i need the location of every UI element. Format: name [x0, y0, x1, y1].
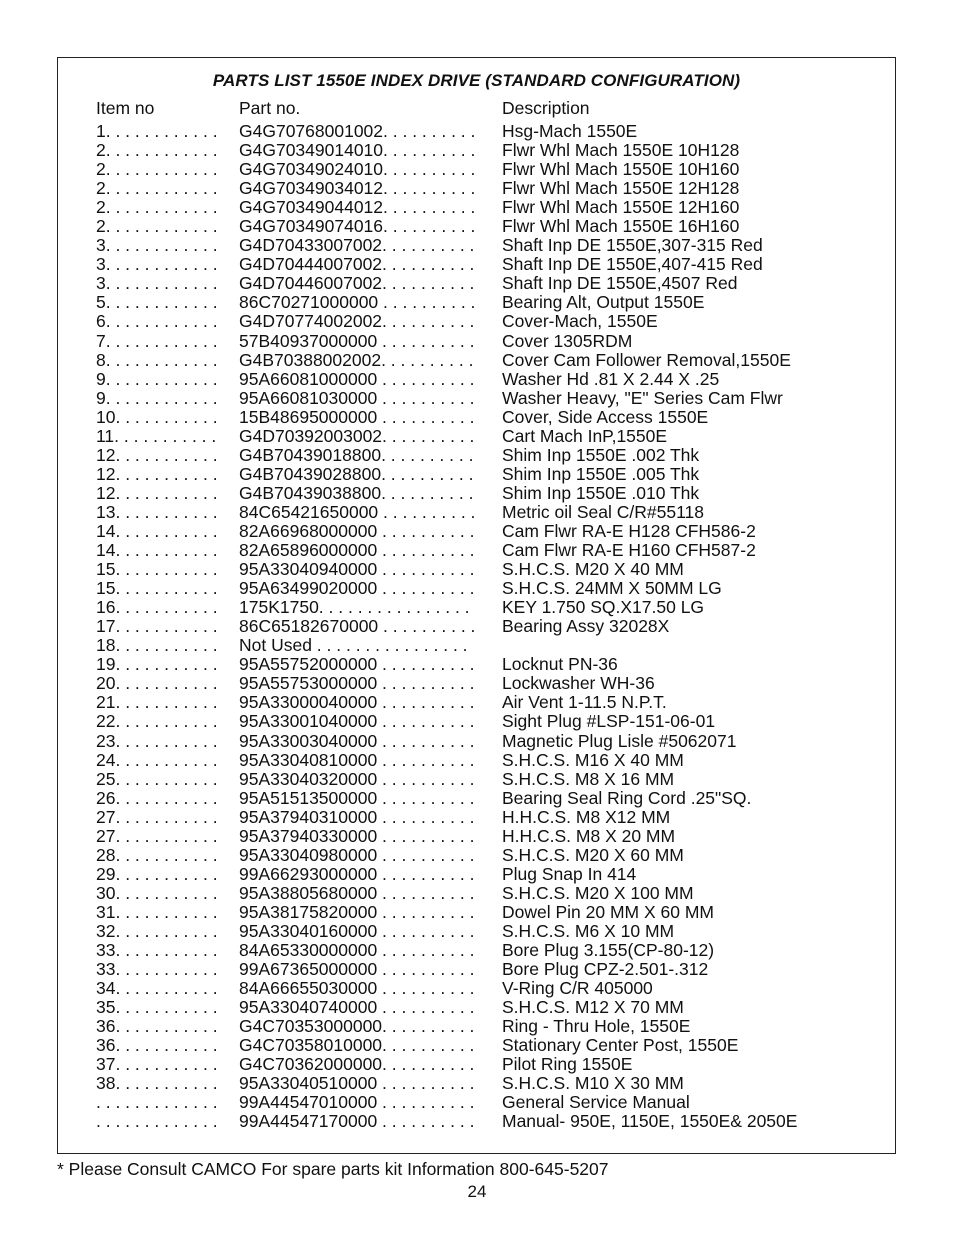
part-number: G4G70349014010. . . . . . . . . . [239, 141, 476, 161]
item-number: 3. . . . . . . . . . . . [96, 236, 218, 256]
part-description: Air Vent 1-11.5 N.P.T. [502, 693, 667, 713]
part-number: G4G70349024010. . . . . . . . . . [239, 160, 476, 180]
table-row [96, 408, 886, 427]
item-number: 9. . . . . . . . . . . . [96, 388, 218, 408]
part-number: 84A65330000000 . . . . . . . . . . [239, 941, 475, 961]
part-description: Dowel Pin 20 MM X 60 MM [502, 902, 715, 922]
table-row [96, 655, 886, 674]
part-number: G4D70444007002. . . . . . . . . . [239, 255, 475, 275]
item-number: 23. . . . . . . . . . . [96, 731, 218, 751]
item-number: 1. . . . . . . . . . . . [96, 122, 218, 141]
table-row [96, 560, 886, 579]
page-number: 24 [467, 1182, 487, 1201]
item-number: . . . . . . . . . . . . . [96, 1093, 218, 1113]
part-description: H.H.C.S. M8 X 20 MM [502, 826, 676, 846]
part-number: G4C70362000000. . . . . . . . . . [239, 1055, 475, 1075]
table-row [96, 884, 886, 903]
part-description: S.H.C.S. M20 X 60 MM [502, 845, 684, 865]
part-description: S.H.C.S. M10 X 30 MM [502, 1074, 684, 1094]
item-number: 36. . . . . . . . . . . [96, 1036, 218, 1056]
table-row [96, 465, 886, 484]
part-number: G4D70392003002. . . . . . . . . . [239, 426, 475, 446]
part-number: 84A66655030000 . . . . . . . . . . [239, 979, 475, 999]
table-row [96, 674, 886, 693]
item-number: 31. . . . . . . . . . . [96, 902, 218, 922]
part-description: Bearing Assy 32028X [502, 617, 670, 637]
table-row [96, 503, 886, 522]
item-number: 2. . . . . . . . . . . . [96, 141, 218, 161]
item-number: 27. . . . . . . . . . . [96, 807, 218, 827]
part-description: S.H.C.S. M16 X 40 MM [502, 750, 684, 770]
item-number: 29. . . . . . . . . . . [96, 864, 218, 884]
part-number: 95A33040160000 . . . . . . . . . . [239, 921, 475, 941]
part-number: 95A38175820000 . . . . . . . . . . [239, 902, 475, 922]
part-number: 82A65896000000 . . . . . . . . . . [239, 541, 475, 561]
part-description: Flwr Whl Mach 1550E 10H160 [502, 160, 740, 180]
part-number: 95A66081030000 . . . . . . . . . . [239, 388, 475, 408]
part-description: Shaft Inp DE 1550E,4507 Red [502, 274, 738, 294]
part-description: Flwr Whl Mach 1550E 16H160 [502, 217, 740, 237]
part-description: Ring - Thru Hole, 1550E [502, 1017, 691, 1037]
part-number: 86C65182670000 . . . . . . . . . . [239, 617, 476, 637]
part-number: 86C70271000000 . . . . . . . . . . [239, 293, 476, 313]
table-row [96, 274, 886, 293]
part-description: Plug Snap In 414 [502, 864, 637, 884]
item-number: 2. . . . . . . . . . . . [96, 217, 218, 237]
item-number: 35. . . . . . . . . . . [96, 998, 218, 1018]
part-description: Shaft Inp DE 1550E,307-315 Red [502, 236, 763, 256]
table-row [96, 1093, 886, 1112]
item-number: 20. . . . . . . . . . . [96, 674, 218, 694]
part-description: S.H.C.S. M8 X 16 MM [502, 769, 675, 789]
item-number: 24. . . . . . . . . . . [96, 750, 218, 770]
item-number: 15. . . . . . . . . . . [96, 560, 218, 580]
part-description: KEY 1.750 SQ.X17.50 LG [502, 598, 705, 618]
item-number: 5. . . . . . . . . . . . [96, 293, 218, 313]
table-row [96, 998, 886, 1017]
item-number: 12. . . . . . . . . . . [96, 464, 218, 484]
item-number: 15. . . . . . . . . . . [96, 579, 218, 599]
part-number: 95A33040940000 . . . . . . . . . . [239, 560, 475, 580]
item-number: 26. . . . . . . . . . . [96, 788, 218, 808]
table-row [96, 579, 886, 598]
header-part-no: Part no. [239, 98, 301, 118]
table-row [96, 846, 886, 865]
part-description: Cart Mach InP,1550E [502, 426, 668, 446]
table-row [96, 903, 886, 922]
part-description: Bore Plug CPZ-2.501-.312 [502, 960, 709, 980]
part-number: 99A67365000000 . . . . . . . . . . [239, 960, 475, 980]
part-description: Bearing Seal Ring Cord .25"SQ. [502, 788, 752, 808]
part-number: 95A37940310000 . . . . . . . . . . [239, 807, 475, 827]
part-number: G4G70349074016. . . . . . . . . . [239, 217, 476, 237]
table-row [96, 255, 886, 274]
table-row [96, 312, 886, 331]
part-description: V-Ring C/R 405000 [502, 979, 653, 999]
item-number: 22. . . . . . . . . . . [96, 712, 218, 732]
part-number: 57B40937000000 . . . . . . . . . . [239, 331, 475, 351]
page-title: PARTS LIST 1550E INDEX DRIVE (STANDARD CONFIGURATION) [212, 71, 741, 90]
part-description: Cover 1305RDM [502, 331, 633, 351]
table-row [96, 808, 886, 827]
part-description: S.H.C.S. M6 X 10 MM [502, 921, 675, 941]
part-description: Cam Flwr RA-E H160 CFH587-2 [502, 541, 756, 561]
table-row [96, 141, 886, 160]
item-number: 34. . . . . . . . . . . [96, 979, 218, 999]
item-number: 16. . . . . . . . . . . [96, 598, 218, 618]
part-number: 95A33040320000 . . . . . . . . . . [239, 769, 475, 789]
table-row [96, 484, 886, 503]
table-row [96, 712, 886, 731]
item-number: 3. . . . . . . . . . . . [96, 274, 218, 294]
part-description: S.H.C.S. M20 X 100 MM [502, 883, 694, 903]
part-number: G4C70358010000. . . . . . . . . . [239, 1036, 475, 1056]
table-row [96, 1036, 886, 1055]
item-number: 37. . . . . . . . . . . [96, 1055, 218, 1075]
part-number: 95A33000040000 . . . . . . . . . . [239, 693, 475, 713]
table-row [96, 865, 886, 884]
part-number: 15B48695000000 . . . . . . . . . . [239, 407, 475, 427]
item-number: 27. . . . . . . . . . . [96, 826, 218, 846]
part-number: G4G70349034012. . . . . . . . . . [239, 179, 476, 199]
table-row [96, 598, 886, 617]
part-number: G4G70349044012. . . . . . . . . . [239, 198, 476, 218]
item-number: 14. . . . . . . . . . . [96, 521, 218, 541]
table-row [96, 1112, 886, 1131]
table-row [96, 1017, 886, 1036]
header-item-no: Item no [96, 98, 155, 118]
part-description: Metric oil Seal C/R#55118 [502, 502, 704, 522]
item-number: 30. . . . . . . . . . . [96, 883, 218, 903]
table-row [96, 922, 886, 941]
part-description: General Service Manual [502, 1093, 690, 1113]
item-number: 21. . . . . . . . . . . [96, 693, 218, 713]
table-row [96, 1055, 886, 1074]
parts-list-frame [57, 57, 896, 1154]
part-description: Flwr Whl Mach 1550E 12H128 [502, 179, 740, 199]
item-number: 19. . . . . . . . . . . [96, 655, 218, 675]
part-number: Not Used . . . . . . . . . . . . . . . . [239, 636, 468, 656]
part-number: G4D70774002002. . . . . . . . . . [239, 312, 475, 332]
part-number: G4C70353000000. . . . . . . . . . [239, 1017, 475, 1037]
part-description: Flwr Whl Mach 1550E 12H160 [502, 198, 740, 218]
footnote: * Please Consult CAMCO For spare parts kit Information 800-645-5207 [57, 1159, 609, 1179]
part-number: 99A66293000000 . . . . . . . . . . [239, 864, 475, 884]
part-number: 95A33040980000 . . . . . . . . . . [239, 845, 475, 865]
part-description: Shim Inp 1550E .002 Thk [502, 445, 700, 465]
table-row [96, 770, 886, 789]
part-description: Flwr Whl Mach 1550E 10H128 [502, 141, 740, 161]
item-number: 13. . . . . . . . . . . [96, 502, 218, 522]
part-description: Sight Plug #LSP-151-06-01 [502, 712, 716, 732]
part-description: Cover Cam Follower Removal,1550E [502, 350, 791, 370]
part-description: Washer Heavy, "E" Series Cam Flwr [502, 388, 783, 408]
item-number: 3. . . . . . . . . . . . [96, 255, 218, 275]
part-number: 84C65421650000 . . . . . . . . . . [239, 502, 476, 522]
item-number: 17. . . . . . . . . . . [96, 617, 218, 637]
part-number: 99A44547010000 . . . . . . . . . . [239, 1093, 475, 1113]
item-number: 32. . . . . . . . . . . [96, 921, 218, 941]
item-number: 14. . . . . . . . . . . [96, 541, 218, 561]
part-number: 95A37940330000 . . . . . . . . . . [239, 826, 475, 846]
table-row [96, 617, 886, 636]
part-number: 82A66968000000 . . . . . . . . . . [239, 521, 475, 541]
part-number: 175K1750. . . . . . . . . . . . . . . . [239, 598, 470, 618]
table-row [96, 1074, 886, 1093]
part-number: 95A33040810000 . . . . . . . . . . [239, 750, 475, 770]
part-description: Stationary Center Post, 1550E [502, 1036, 739, 1056]
part-number: 95A66081000000 . . . . . . . . . . [239, 369, 475, 389]
part-number: G4B70439018800. . . . . . . . . . [239, 445, 474, 465]
part-description: S.H.C.S. 24MM X 50MM LG [502, 579, 722, 599]
item-number: 38. . . . . . . . . . . [96, 1074, 218, 1094]
part-description: S.H.C.S. M12 X 70 MM [502, 998, 684, 1018]
part-number: G4D70433007002. . . . . . . . . . [239, 236, 475, 256]
part-number: G4B70439028800. . . . . . . . . . [239, 464, 474, 484]
part-description: Washer Hd .81 X 2.44 X .25 [502, 369, 720, 389]
table-row [96, 960, 886, 979]
table-row [96, 827, 886, 846]
item-number: 12. . . . . . . . . . . [96, 483, 218, 503]
part-description: Cover, Side Access 1550E [502, 407, 709, 427]
table-row [96, 370, 886, 389]
item-number: 33. . . . . . . . . . . [96, 941, 218, 961]
part-description: Cam Flwr RA-E H128 CFH586-2 [502, 521, 756, 541]
table-row [96, 522, 886, 541]
part-number: 95A33040510000 . . . . . . . . . . [239, 1074, 475, 1094]
part-number: 99A44547170000 . . . . . . . . . . [239, 1112, 475, 1132]
table-row [96, 789, 886, 808]
part-number: 95A33040740000 . . . . . . . . . . [239, 998, 475, 1018]
part-description: Shim Inp 1550E .010 Thk [502, 483, 700, 503]
table-row [96, 179, 886, 198]
item-number: 36. . . . . . . . . . . [96, 1017, 218, 1037]
part-description: Pilot Ring 1550E [502, 1055, 633, 1075]
table-row [96, 427, 886, 446]
item-number: 7. . . . . . . . . . . . [96, 331, 218, 351]
table-row [96, 293, 886, 312]
table-row [96, 160, 886, 179]
part-number: 95A63499020000 . . . . . . . . . . [239, 579, 475, 599]
part-description: Bearing Alt, Output 1550E [502, 293, 705, 313]
part-description: Shaft Inp DE 1550E,407-415 Red [502, 255, 763, 275]
table-row [96, 122, 886, 141]
part-description: H.H.C.S. M8 X12 MM [502, 807, 671, 827]
item-number: 2. . . . . . . . . . . . [96, 198, 218, 218]
table-row [96, 446, 886, 465]
part-number: 95A55753000000 . . . . . . . . . . [239, 674, 475, 694]
part-description: Lockwasher WH-36 [502, 674, 655, 694]
table-row [96, 389, 886, 408]
item-number: 2. . . . . . . . . . . . [96, 179, 218, 199]
table-row [96, 236, 886, 255]
part-number: G4B70439038800. . . . . . . . . . [239, 483, 474, 503]
item-number: 25. . . . . . . . . . . [96, 769, 218, 789]
part-description: Magnetic Plug Lisle #5062071 [502, 731, 737, 751]
table-row [96, 541, 886, 560]
table-row [96, 198, 886, 217]
part-number: 95A33001040000 . . . . . . . . . . [239, 712, 475, 732]
table-row [96, 751, 886, 770]
part-description: Bore Plug 3.155(CP-80-12) [502, 941, 715, 961]
part-number: G4D70446007002. . . . . . . . . . [239, 274, 475, 294]
header-description: Description [502, 98, 590, 118]
item-number: 18. . . . . . . . . . . [96, 636, 218, 656]
part-description: Locknut PN-36 [502, 655, 618, 675]
table-row [96, 332, 886, 351]
part-description: Manual- 950E, 1150E, 1550E& 2050E [502, 1112, 798, 1132]
item-number: 2. . . . . . . . . . . . [96, 160, 218, 180]
table-row [96, 217, 886, 236]
table-row [96, 351, 886, 370]
item-number: . . . . . . . . . . . . . [96, 1112, 218, 1132]
part-number: G4G70768001002. . . . . . . . . . [239, 122, 476, 141]
item-number: 6. . . . . . . . . . . . [96, 312, 218, 332]
part-number: 95A38805680000 . . . . . . . . . . [239, 883, 475, 903]
part-description: Cover-Mach, 1550E [502, 312, 658, 332]
item-number: 9. . . . . . . . . . . . [96, 369, 218, 389]
part-number: G4B70388002002. . . . . . . . . . [239, 350, 474, 370]
part-description: Hsg-Mach 1550E [502, 122, 638, 141]
table-row [96, 979, 886, 998]
item-number: 11. . . . . . . . . . . [96, 426, 217, 446]
table-row [96, 732, 886, 751]
parts-table [96, 122, 886, 1131]
item-number: 10. . . . . . . . . . . [96, 407, 218, 427]
part-description: S.H.C.S. M20 X 40 MM [502, 560, 684, 580]
item-number: 12. . . . . . . . . . . [96, 445, 218, 465]
item-number: 28. . . . . . . . . . . [96, 845, 218, 865]
table-row [96, 941, 886, 960]
part-description: Shim Inp 1550E .005 Thk [502, 464, 700, 484]
table-row [96, 636, 886, 655]
item-number: 33. . . . . . . . . . . [96, 960, 218, 980]
part-number: 95A33003040000 . . . . . . . . . . [239, 731, 475, 751]
part-number: 95A55752000000 . . . . . . . . . . [239, 655, 475, 675]
item-number: 8. . . . . . . . . . . . [96, 350, 218, 370]
part-number: 95A51513500000 . . . . . . . . . . [239, 788, 475, 808]
table-row [96, 693, 886, 712]
